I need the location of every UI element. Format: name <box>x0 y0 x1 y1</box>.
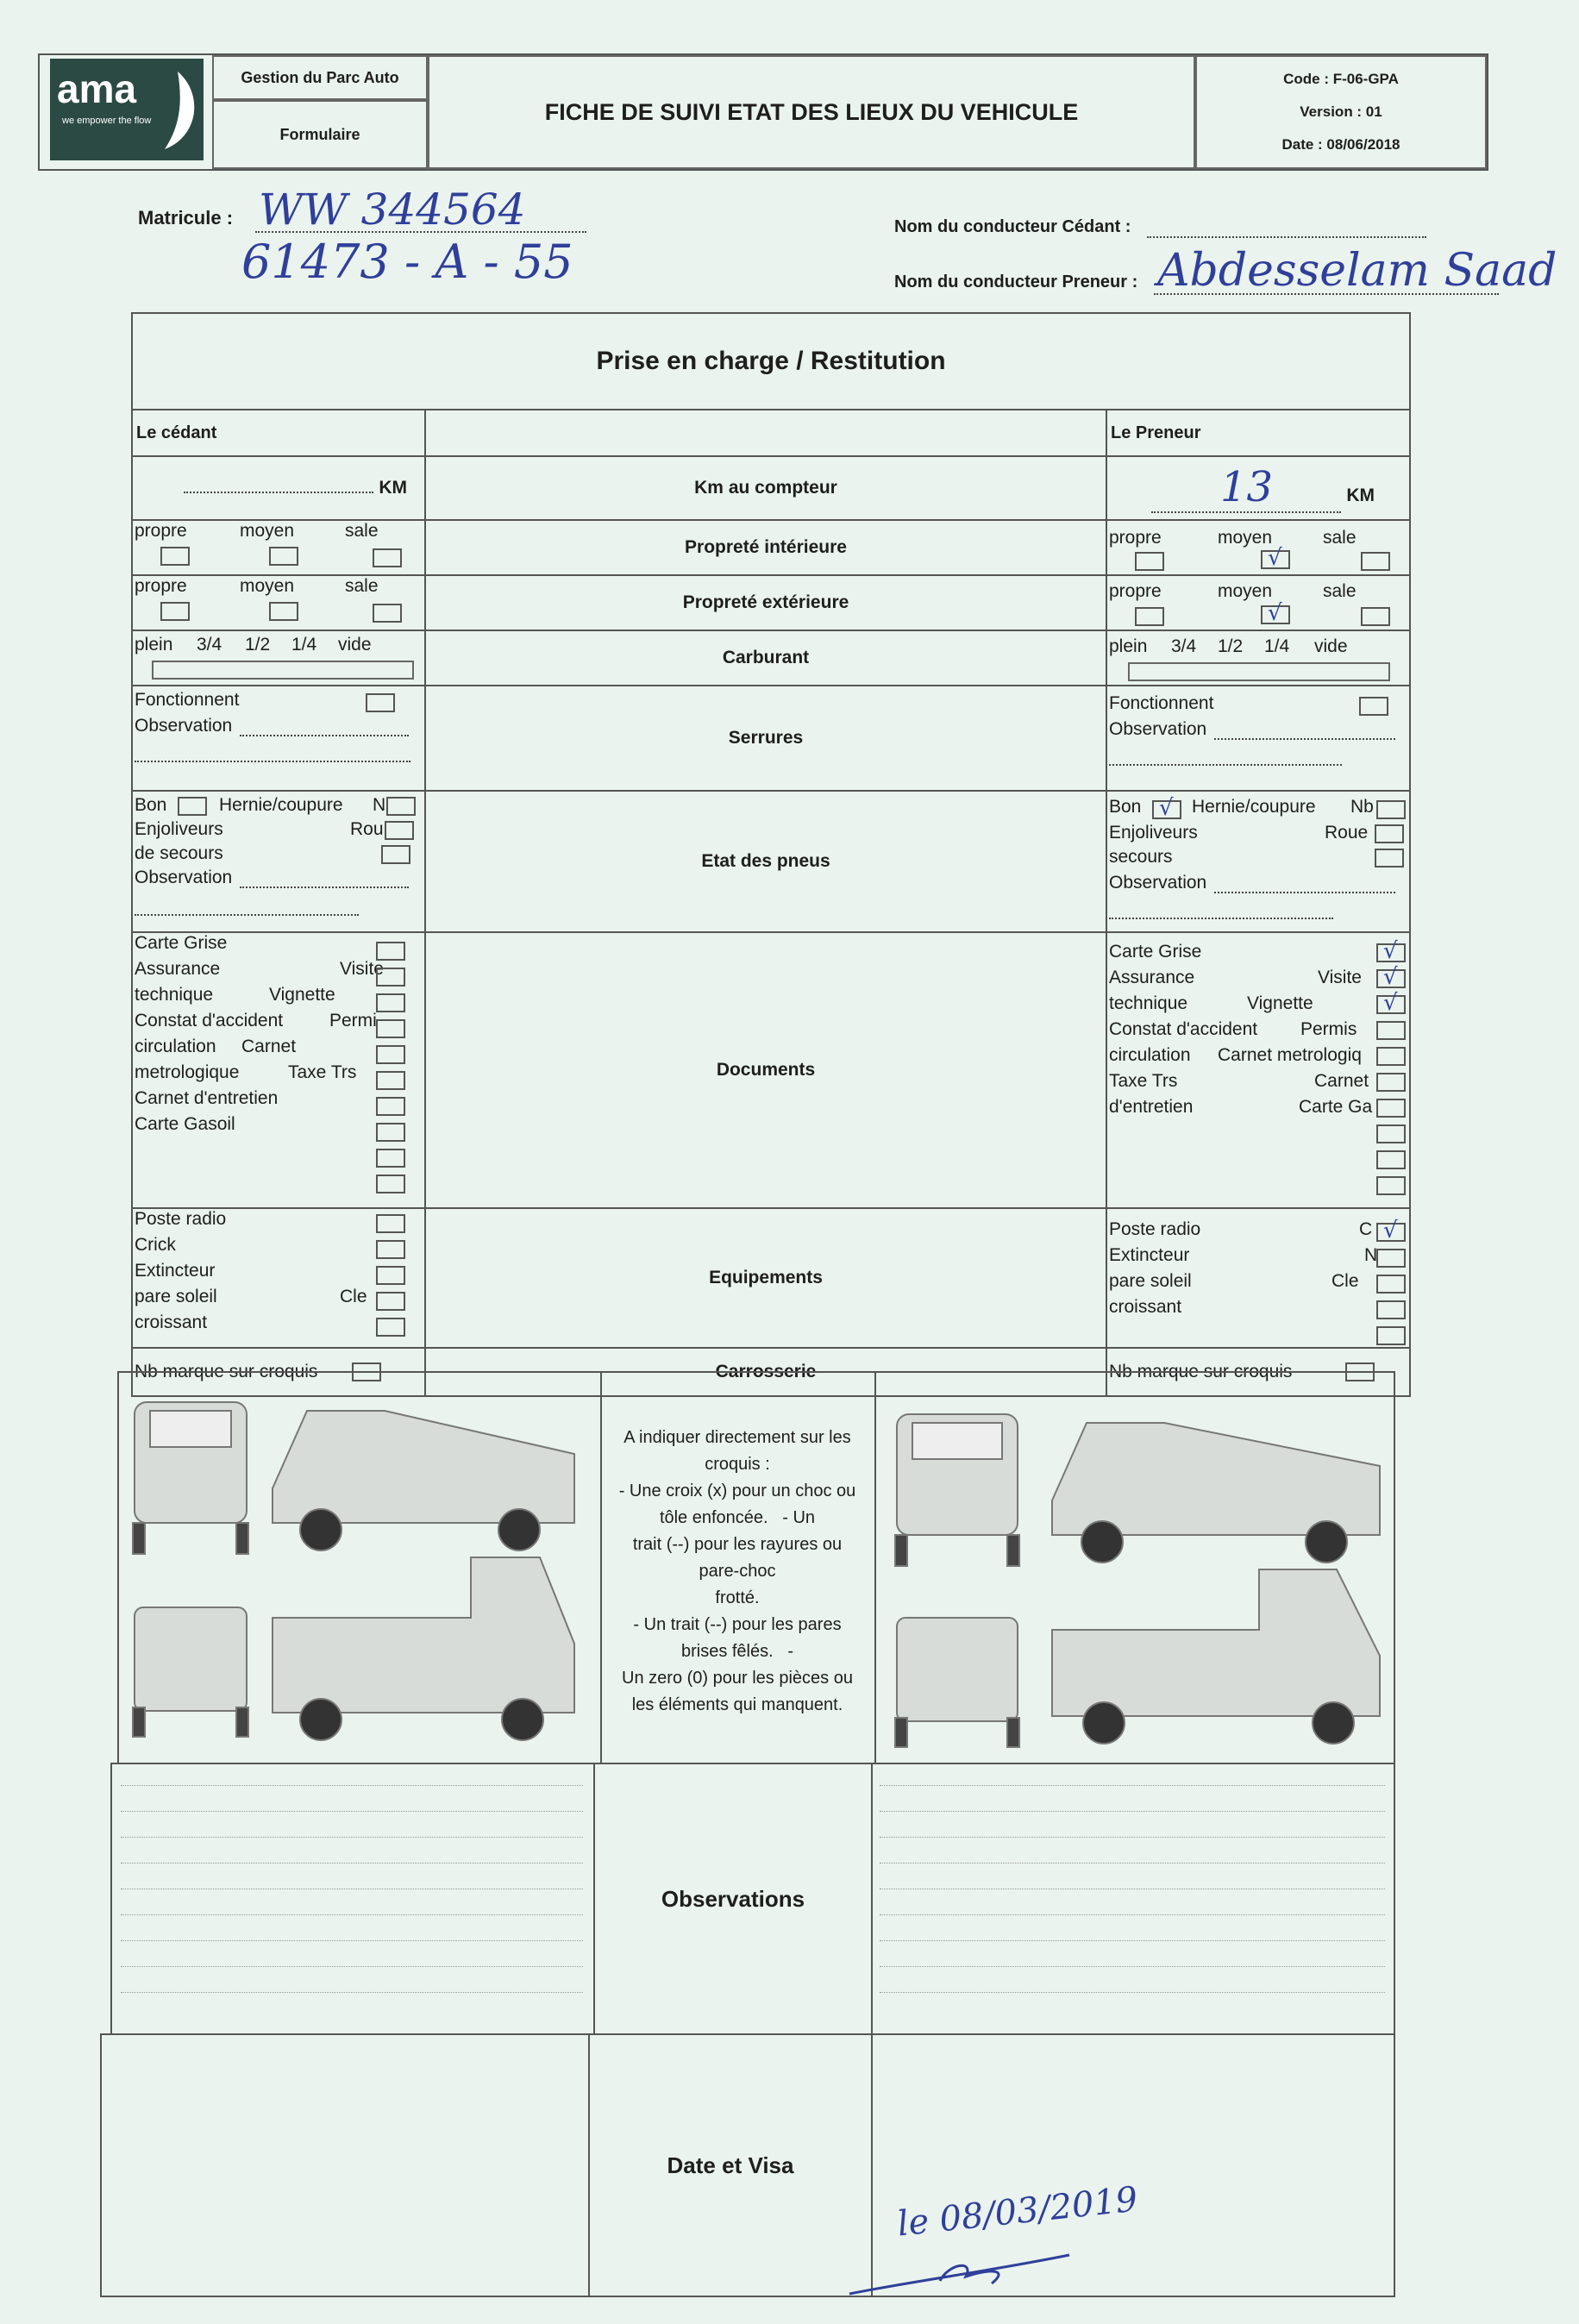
body-preneur: Nb marque sur croquis <box>1106 1348 1410 1396</box>
exterior-cedant-moyen-checkbox[interactable] <box>269 602 298 621</box>
exterior-preneur-moyen-checkbox[interactable] <box>1261 605 1290 624</box>
cedant-label: Nom du conducteur Cédant : <box>894 217 1131 236</box>
exterior-preneur-propre-checkbox[interactable] <box>1135 607 1164 626</box>
interior-preneur-propre-checkbox[interactable] <box>1135 552 1164 571</box>
matricule-label: Matricule : <box>138 207 234 229</box>
table-title: Prise en charge / Restitution <box>132 313 1410 410</box>
preneur-header: Le Preneur <box>1106 410 1410 456</box>
exterior-label: Propreté extérieure <box>425 575 1106 630</box>
body-label: Carrosserie <box>425 1348 1106 1396</box>
locks-cedant-checkbox[interactable] <box>366 693 395 712</box>
observations-preneur[interactable] <box>871 1768 1394 2026</box>
signature-icon <box>845 2233 1104 2302</box>
sketch-instructions: A indiquer directement sur les croquis : - Une croix (x) pour un choc ou tôle enfoncée. - Un trait (--) pour les rayures ou pare-choc frotté. - Un trait (--) pour les pares brises fêlés. - Un zero (0) pour les pièces ou les éléments qui manquent. <box>618 1428 856 1714</box>
km-cedant-cell[interactable]: KM <box>132 456 425 520</box>
exterior-cedant-propre-checkbox[interactable] <box>160 602 190 621</box>
van-sketch-cedant-icon[interactable] <box>126 1385 592 1764</box>
preneur-value: Abdesselam Saad <box>1157 245 1557 297</box>
inspection-table <box>131 312 1411 1397</box>
documents-preneur: Carte Grise Assurance Visite technique Vignette Constat d'accident Permis circulation Carnet metrologiq Taxe Trs Carnet d'entretien Carte Ga √ √ √ <box>1106 932 1410 1208</box>
fuel-preneur-gauge[interactable] <box>1128 662 1390 681</box>
form-version: Version : 01 <box>1300 103 1382 120</box>
visa-date: le 08/03/2019 <box>895 2179 1140 2245</box>
documents-cedant: Carte Grise Assurance Visite technique Vignette Constat d'accident Permi circulation Carnet metrologique Taxe Trs Carnet d'entretien Carte Gasoil <box>132 932 425 1208</box>
observations-cedant[interactable] <box>112 1768 592 2026</box>
equipment-label: Equipements <box>425 1208 1106 1348</box>
locks-preneur-observation[interactable] <box>1214 721 1395 740</box>
cedant-header: Le cédant <box>132 410 425 456</box>
interior-preneur-sale-checkbox[interactable] <box>1361 552 1390 571</box>
documents-preneur-checkboxes <box>1376 943 1406 1195</box>
tires-label: Etat des pneus <box>425 791 1106 932</box>
equipment-preneur: Poste radio C Extincteur N pare soleil Cle croissant √ <box>1106 1208 1410 1348</box>
exterior-cedant: propre moyen sale <box>132 575 425 630</box>
fuel-cedant: plein 3/4 1/2 1/4 vide <box>132 630 425 686</box>
header-department: Gestion du Parc Auto <box>212 55 428 100</box>
documents-cedant-checkboxes <box>376 942 405 1193</box>
interior-cedant-propre-checkbox[interactable] <box>160 547 190 566</box>
matricule-value: WW 344564 <box>259 185 526 235</box>
header-meta <box>1195 55 1487 169</box>
locks-cedant-observation[interactable] <box>240 717 409 736</box>
body-cedant: Nb marque sur croquis <box>132 1348 425 1396</box>
van-sketch-preneur-icon[interactable] <box>888 1397 1388 1759</box>
cedant-field[interactable] <box>1147 216 1426 238</box>
locks-preneur: Fonctionnent Observation <box>1106 686 1410 791</box>
locks-preneur-checkbox[interactable] <box>1359 697 1388 716</box>
observations-label: Observations <box>593 1763 873 2035</box>
visa-label: Date et Visa <box>588 2033 873 2297</box>
visa-cedant[interactable] <box>102 2035 586 2294</box>
fuel-preneur: plein 3/4 1/2 1/4 vide <box>1106 630 1410 686</box>
matricule-value-2: 61473 - A - 55 <box>241 235 573 289</box>
tires-cedant: Bon Hernie/coupure N Enjoliveurs Rou de secours Observation <box>132 791 425 932</box>
form-date: Date : 08/06/2018 <box>1281 136 1400 153</box>
interior-preneur-moyen-checkbox[interactable] <box>1261 550 1290 569</box>
documents-label: Documents <box>425 932 1106 1208</box>
tires-cedant-observation[interactable] <box>240 869 409 888</box>
exterior-preneur-sale-checkbox[interactable] <box>1361 607 1390 626</box>
interior-label: Propreté intérieure <box>425 520 1106 575</box>
form-code: Code : F-06-GPA <box>1283 71 1399 87</box>
locks-cedant: Fonctionnent Observation <box>132 686 425 791</box>
preneur-label: Nom du conducteur Preneur : <box>894 272 1138 291</box>
fuel-label: Carburant <box>425 630 1106 686</box>
km-label: Km au compteur <box>425 456 1106 520</box>
equipment-cedant: Poste radio Crick Extincteur pare soleil Cle croissant <box>132 1208 425 1348</box>
interior-cedant-moyen-checkbox[interactable] <box>269 547 298 566</box>
interior-cedant: propre moyen sale <box>132 520 425 575</box>
interior-cedant-sale-checkbox[interactable] <box>373 548 402 567</box>
leaf-logo-icon <box>152 67 200 153</box>
tires-cedant-bon-checkbox[interactable] <box>178 797 207 816</box>
interior-preneur: propre moyen sale √ <box>1106 520 1410 575</box>
tires-preneur-bon-checkbox[interactable] <box>1152 800 1181 819</box>
exterior-preneur: propre moyen sale √ <box>1106 575 1410 630</box>
form-title: FICHE DE SUIVI ETAT DES LIEUX DU VEHICULE <box>428 55 1195 169</box>
tires-preneur-observation[interactable] <box>1214 874 1395 893</box>
exterior-cedant-sale-checkbox[interactable] <box>373 604 402 623</box>
locks-label: Serrures <box>425 686 1106 791</box>
ama-logo: ama we empower the flow <box>50 59 204 160</box>
km-preneur-cell[interactable]: 13 KM <box>1106 456 1410 520</box>
tires-preneur: Bon √ Hernie/coupure Nb Enjoliveurs Roue secours Observation <box>1106 791 1410 932</box>
header-doc-type: Formulaire <box>212 100 428 169</box>
fuel-cedant-gauge[interactable] <box>152 661 414 680</box>
